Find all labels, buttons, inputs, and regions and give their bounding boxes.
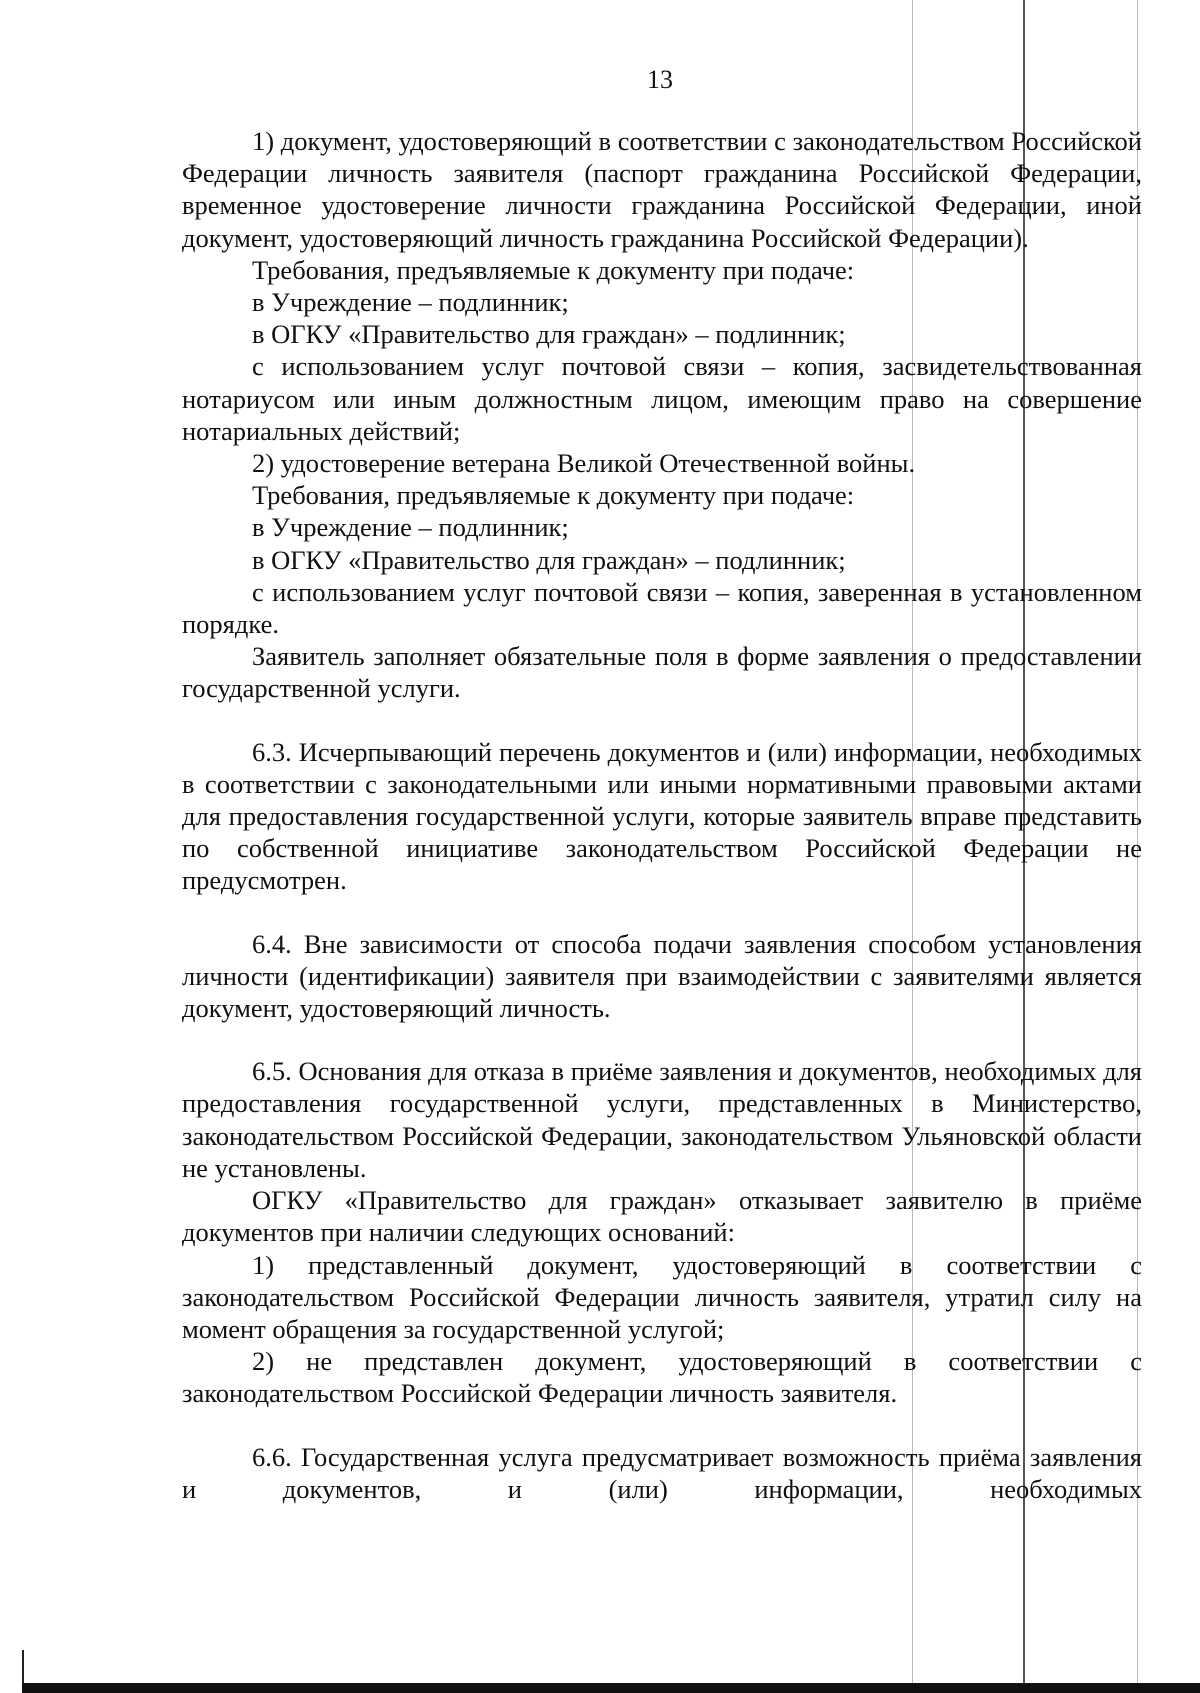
section-gap <box>182 705 1142 736</box>
scan-edge-artifact <box>22 1683 1200 1693</box>
paragraph: в ОГКУ «Правительство для граждан» – подлинник; <box>252 319 846 350</box>
section-gap <box>182 1410 1142 1441</box>
paragraph: 1) документ, удостоверяющий в соответствии с законодательством Российской Федерации личность заявителя (паспорт гражданина Российской Федерации, временное удостоверение личности гражданина Российской Федерации, иной документ, удостоверяющий личность гражданина Российской Федерации). <box>182 126 1142 253</box>
page-number: 13 <box>647 65 673 94</box>
paragraph: 1) представленный документ, удостоверяющий в соответствии с законодательством Российской Федерации личность заявителя, утратил силу на момент обращения за государственной услугой; <box>182 1249 1142 1344</box>
section-6-4: 6.4. Вне зависимости от способа подачи заявления способом установления личности (идентификации) заявителя при взаимодействии с заявителями является документ, удостоверяющий личность. <box>182 928 1142 1024</box>
paragraph: Требования, предъявляемые к документу при подаче: <box>252 480 855 511</box>
paragraph: ОГКУ «Правительство для граждан» отказывает заявителю в приёме документов при наличии следующих оснований: <box>182 1185 1142 1248</box>
scan-edge-artifact <box>22 1650 24 1685</box>
paragraph: с использованием услуг почтовой связи – копия, заверенная в установленном порядке. <box>182 576 1142 640</box>
section-gap <box>182 897 1142 928</box>
paragraph: 2) удостоверение ветерана Великой Отечественной войны. <box>252 448 916 479</box>
section-6-6: 6.6. Государственная услуга предусматривает возможность приёма заявления и документов, и (или) информации, необходимых <box>182 1441 1142 1504</box>
section-6-3: 6.3. Исчерпывающий перечень документов и (или) информации, необходимых в соответствии с законодательными или иными нормативными правовыми актами для предоставления государственной услуги, которые заявитель вправе представить по собственной инициативе законодательством Российской Федерации не предусмотрен. <box>182 736 1142 896</box>
paragraph: 2) не представлен документ, удостоверяющий в соответствии с законодательством Российской Федерации личность заявителя. <box>182 1346 1142 1409</box>
paragraph: с использованием услуг почтовой связи – копия, засвидетельствованная нотариусом или иным должностным лицом, имеющим право на совершение нотариальных действий; <box>182 351 1142 446</box>
section-gap <box>182 1024 1142 1055</box>
paragraph: в Учреждение – подлинник; <box>252 512 569 543</box>
paragraph: в ОГКУ «Правительство для граждан» – подлинник; <box>252 544 846 575</box>
document-body <box>182 125 1142 1505</box>
paragraph: Заявитель заполняет обязательные поля в форме заявления о предоставлении государственной услуги. <box>182 641 1142 704</box>
section-6-5: 6.5. Основания для отказа в приёме заявления и документов, необходимых для предоставления государственной услуги, представленных в Министерство, законодательством Российской Федерации, законодательством Ульяновской области не установлены. <box>182 1056 1142 1183</box>
paragraph: в Учреждение – подлинник; <box>252 287 569 318</box>
paragraph: Требования, предъявляемые к документу при подаче: <box>252 254 855 285</box>
